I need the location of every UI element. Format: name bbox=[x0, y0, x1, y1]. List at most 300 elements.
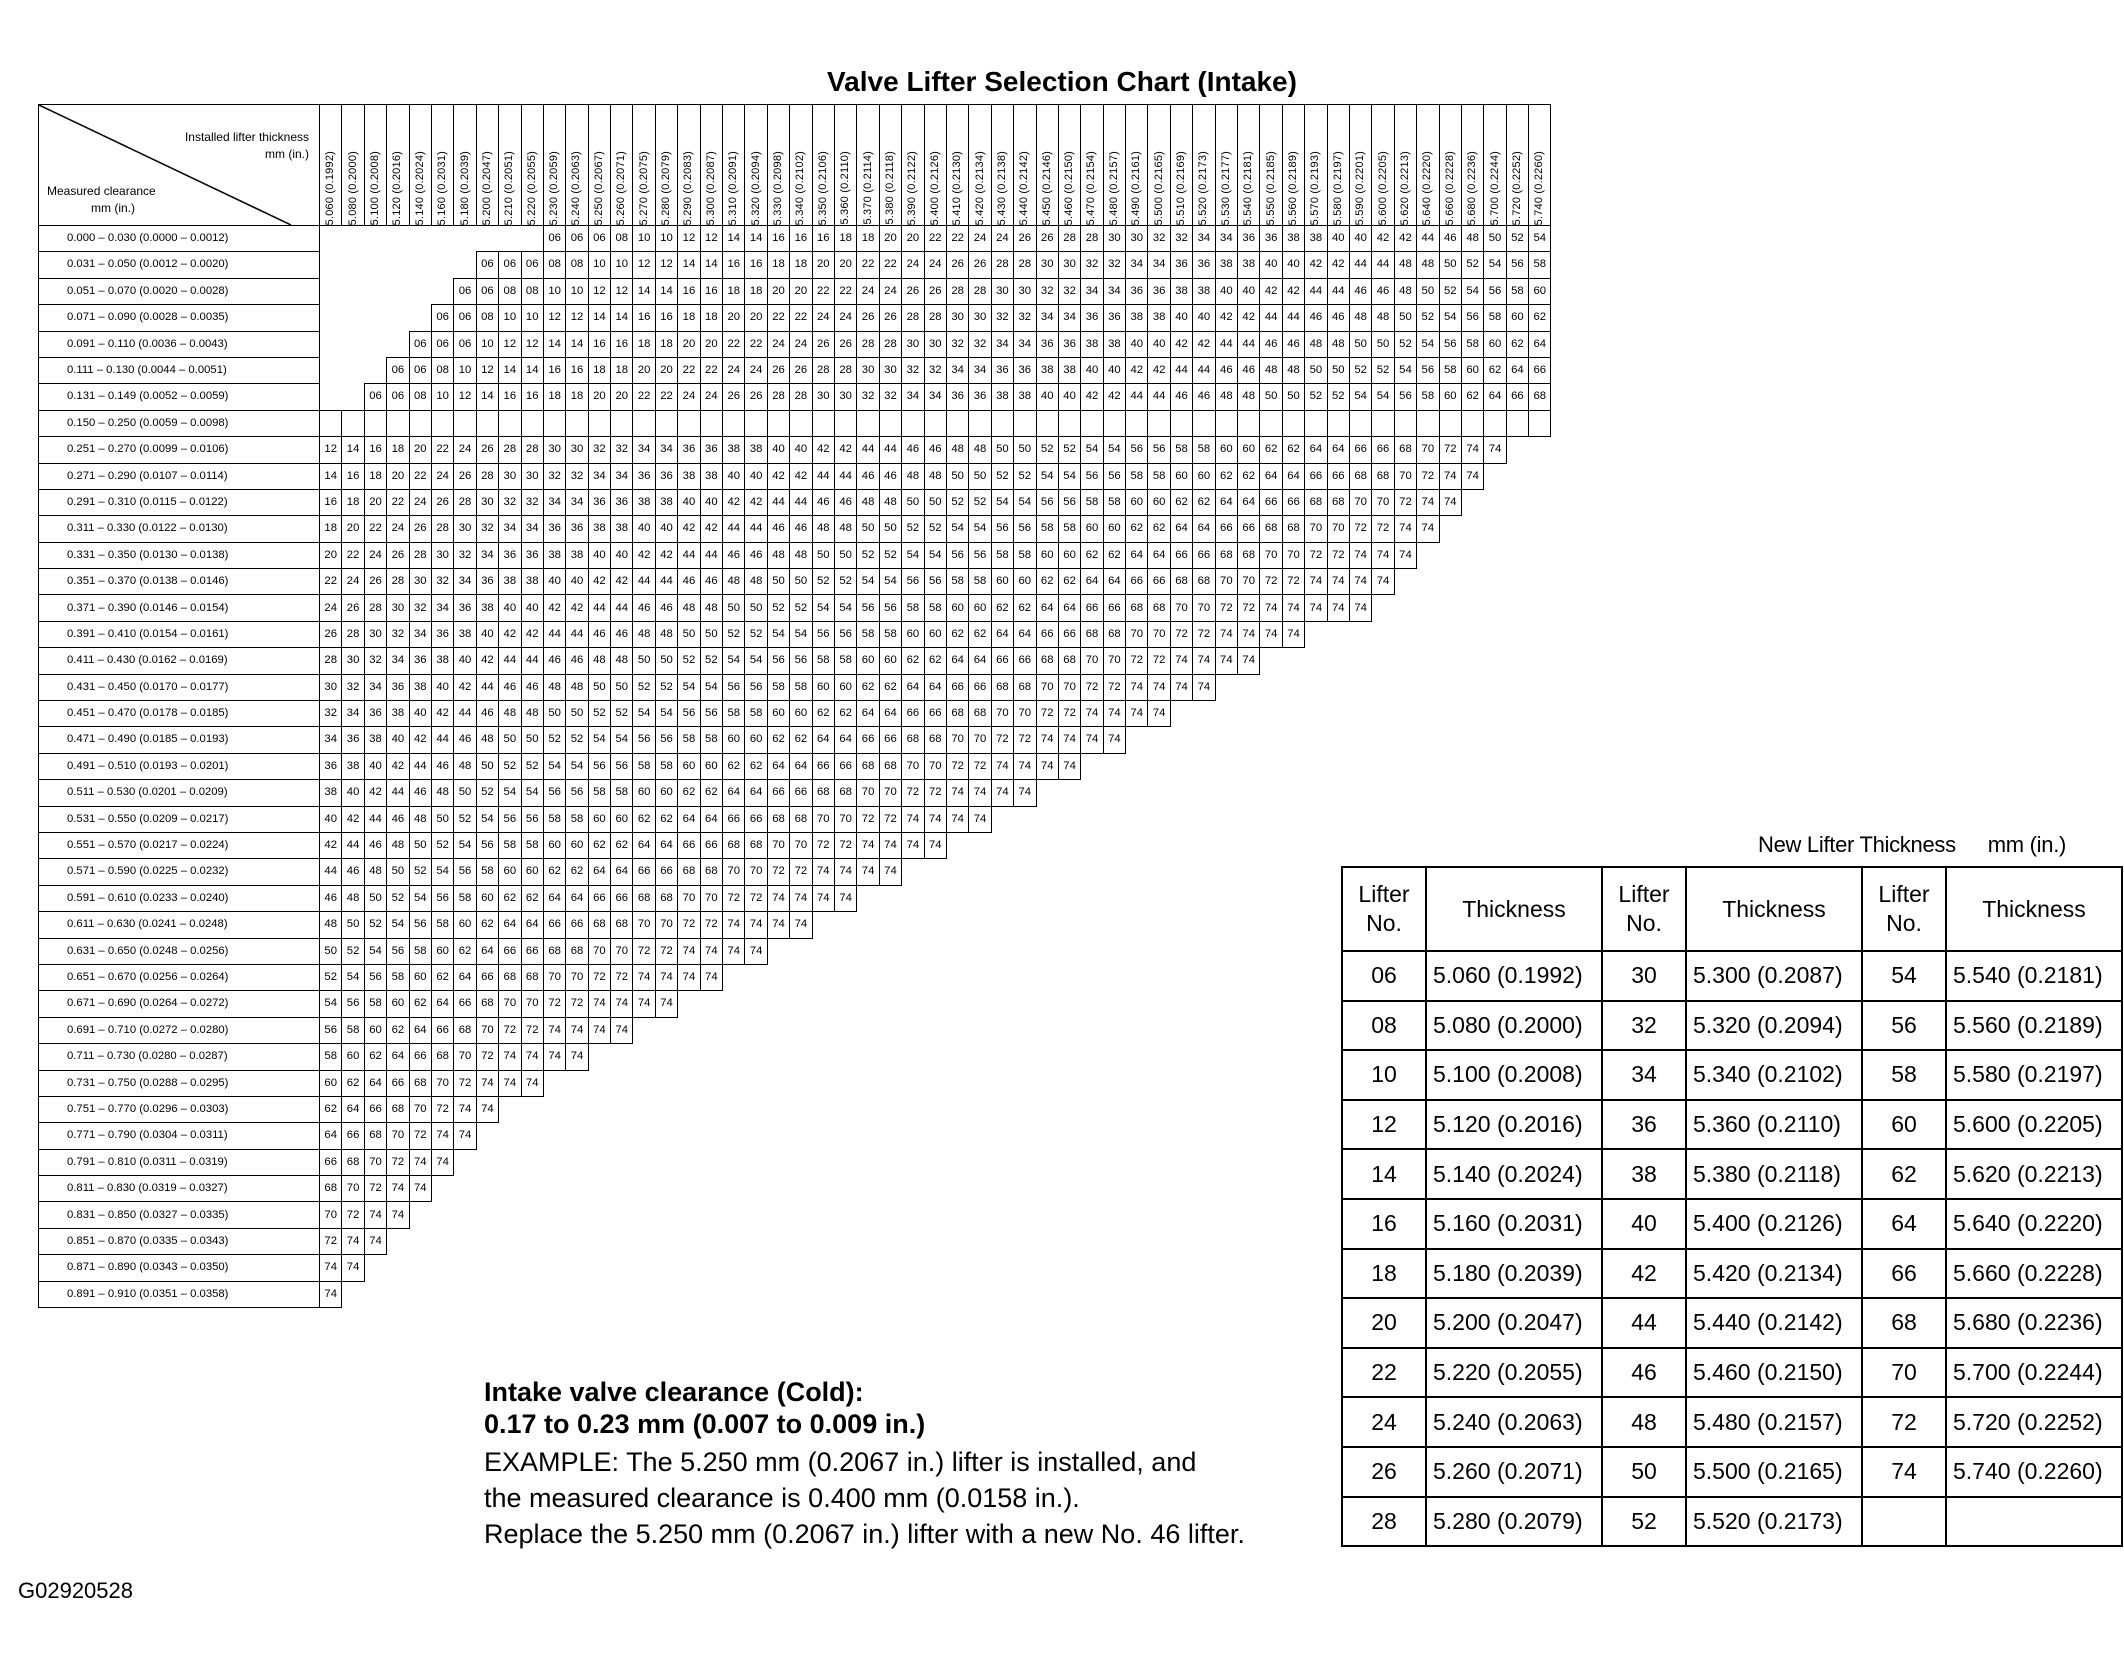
lifter-number-cell: 70 bbox=[1282, 542, 1304, 568]
lifter-number-cell: 62 bbox=[431, 964, 453, 990]
empty-cell bbox=[1126, 1281, 1148, 1307]
thickness-column-header: 5.580 (0.2197) bbox=[1327, 105, 1349, 226]
lifter-number-cell: 74 bbox=[1170, 674, 1192, 700]
lifter-number-cell: 22 bbox=[924, 226, 946, 252]
lifter-number-cell: 44 bbox=[543, 621, 565, 647]
lifter-number-cell: 44 bbox=[879, 437, 901, 463]
lifter-number-cell: 70 bbox=[723, 859, 745, 885]
lifter-number-cell: 74 bbox=[946, 806, 968, 832]
empty-cell bbox=[1349, 648, 1371, 674]
empty-cell bbox=[1215, 1044, 1237, 1070]
empty-cell bbox=[1126, 885, 1148, 911]
clearance-row bbox=[39, 885, 1551, 911]
new-lifter-row bbox=[1342, 1298, 2122, 1348]
lifter-number-cell: 66 bbox=[834, 753, 856, 779]
thickness-column-header: 5.400 (0.2126) bbox=[924, 105, 946, 226]
empty-cell bbox=[1529, 832, 1551, 858]
lifter-number-cell: 50 bbox=[969, 463, 991, 489]
thickness-column-header: 5.570 (0.2193) bbox=[1305, 105, 1327, 226]
lifter-number-cell: 68 bbox=[857, 753, 879, 779]
empty-cell bbox=[678, 1070, 700, 1096]
lifter-number-cell: 56 bbox=[1484, 278, 1506, 304]
lifter-number-cell: 66 bbox=[902, 701, 924, 727]
empty-cell bbox=[1305, 1149, 1327, 1175]
lifter-number-cell: 18 bbox=[320, 516, 342, 542]
clearance-range-label: 0.411 – 0.430 (0.0162 – 0.0169) bbox=[39, 648, 320, 674]
empty-cell bbox=[946, 1017, 968, 1043]
lifter-number-cell: 28 bbox=[879, 331, 901, 357]
lifter-number-cell: 62 bbox=[946, 621, 968, 647]
empty-cell bbox=[543, 1096, 565, 1122]
thickness-header: Thickness bbox=[1426, 867, 1602, 951]
empty-cell bbox=[1461, 621, 1483, 647]
lifter-no-cell: 42 bbox=[1602, 1249, 1686, 1299]
lifter-number-cell: 30 bbox=[834, 384, 856, 410]
lifter-number-cell: 42 bbox=[499, 621, 521, 647]
empty-cell bbox=[633, 1281, 655, 1307]
new-lifter-row bbox=[1342, 1447, 2122, 1497]
lifter-number-cell: 48 bbox=[834, 516, 856, 542]
lifter-number-cell: 50 bbox=[790, 569, 812, 595]
empty-cell bbox=[834, 1096, 856, 1122]
lifter-number-cell: 60 bbox=[1238, 437, 1260, 463]
lifter-number-cell: 14 bbox=[543, 331, 565, 357]
lifter-number-cell: 24 bbox=[409, 489, 431, 515]
lifter-number-cell: 54 bbox=[1439, 305, 1461, 331]
lifter-number-cell: 06 bbox=[543, 226, 565, 252]
lifter-number-cell: 72 bbox=[723, 885, 745, 911]
empty-cell bbox=[1260, 1202, 1282, 1228]
lifter-number-cell: 44 bbox=[812, 463, 834, 489]
lifter-number-cell: 70 bbox=[454, 1044, 476, 1070]
empty-cell bbox=[969, 1044, 991, 1070]
lifter-number-cell bbox=[1260, 410, 1282, 436]
empty-cell bbox=[1148, 1017, 1170, 1043]
empty-cell bbox=[723, 1096, 745, 1122]
lifter-number-cell: 16 bbox=[320, 489, 342, 515]
lifter-number-cell: 68 bbox=[812, 780, 834, 806]
lifter-number-cell: 22 bbox=[342, 542, 364, 568]
lifter-number-cell: 18 bbox=[857, 226, 879, 252]
empty-cell bbox=[342, 305, 364, 331]
empty-cell bbox=[1349, 701, 1371, 727]
empty-cell bbox=[409, 252, 431, 278]
empty-cell bbox=[1193, 938, 1215, 964]
lifter-number-cell: 74 bbox=[1193, 674, 1215, 700]
clearance-row bbox=[39, 1123, 1551, 1149]
empty-cell bbox=[1014, 964, 1036, 990]
lifter-number-cell: 28 bbox=[454, 489, 476, 515]
empty-cell bbox=[476, 1228, 498, 1254]
clearance-row bbox=[39, 542, 1551, 568]
lifter-number-cell: 72 bbox=[342, 1202, 364, 1228]
lifter-number-cell: 48 bbox=[902, 463, 924, 489]
empty-cell bbox=[1215, 753, 1237, 779]
empty-cell bbox=[320, 357, 342, 383]
empty-cell bbox=[879, 991, 901, 1017]
empty-cell bbox=[1349, 753, 1371, 779]
empty-cell bbox=[745, 1228, 767, 1254]
lifter-number-cell: 72 bbox=[1394, 489, 1416, 515]
empty-cell bbox=[1170, 912, 1192, 938]
thickness-column-header: 5.140 (0.2024) bbox=[409, 105, 431, 226]
empty-cell bbox=[566, 1176, 588, 1202]
thickness-column-header: 5.640 (0.2220) bbox=[1417, 105, 1439, 226]
empty-cell bbox=[1260, 859, 1282, 885]
empty-cell bbox=[969, 1070, 991, 1096]
lifter-number-cell: 52 bbox=[409, 859, 431, 885]
empty-cell bbox=[1148, 964, 1170, 990]
clearance-range-label: 0.291 – 0.310 (0.0115 – 0.0122) bbox=[39, 489, 320, 515]
lifter-number-cell: 22 bbox=[364, 516, 386, 542]
lifter-number-cell: 56 bbox=[611, 753, 633, 779]
empty-cell bbox=[633, 1017, 655, 1043]
empty-cell bbox=[1439, 701, 1461, 727]
lifter-number-cell: 46 bbox=[499, 674, 521, 700]
lifter-number-cell: 58 bbox=[588, 780, 610, 806]
empty-cell bbox=[902, 991, 924, 1017]
lifter-number-cell: 56 bbox=[320, 1017, 342, 1043]
lifter-number-cell: 48 bbox=[387, 832, 409, 858]
lifter-number-cell: 60 bbox=[1103, 516, 1125, 542]
empty-cell bbox=[1305, 1096, 1327, 1122]
lifter-number-cell: 72 bbox=[991, 727, 1013, 753]
empty-cell bbox=[924, 1176, 946, 1202]
lifter-number-cell: 30 bbox=[409, 569, 431, 595]
lifter-number-cell: 70 bbox=[1081, 648, 1103, 674]
clearance-range-label: 0.511 – 0.530 (0.0201 – 0.0209) bbox=[39, 780, 320, 806]
empty-cell bbox=[767, 1228, 789, 1254]
thickness-column-header: 5.250 (0.2067) bbox=[588, 105, 610, 226]
empty-cell bbox=[946, 1281, 968, 1307]
empty-cell bbox=[946, 991, 968, 1017]
empty-cell bbox=[1260, 964, 1282, 990]
empty-cell bbox=[1260, 832, 1282, 858]
lifter-no-cell: 54 bbox=[1862, 951, 1946, 1001]
lifter-number-cell: 62 bbox=[745, 753, 767, 779]
empty-cell bbox=[1349, 780, 1371, 806]
lifter-number-cell: 64 bbox=[611, 859, 633, 885]
lifter-number-cell: 74 bbox=[566, 1044, 588, 1070]
lifter-number-cell: 60 bbox=[1058, 542, 1080, 568]
lifter-number-cell: 68 bbox=[387, 1096, 409, 1122]
lifter-no-cell: 50 bbox=[1602, 1447, 1686, 1497]
lifter-number-cell: 28 bbox=[857, 331, 879, 357]
example-text: EXAMPLE: The 5.250 mm (0.2067 in.) lifter is installed, and the measured clearance is 0.400 mm (0.0158 in.). Replace the 5.250 mm (0.2067 in.) lifter with a new No. 46 lifter. bbox=[484, 1447, 1245, 1549]
empty-cell bbox=[1126, 938, 1148, 964]
empty-cell bbox=[1394, 780, 1416, 806]
lifter-number-cell: 42 bbox=[834, 437, 856, 463]
lifter-number-cell: 66 bbox=[521, 938, 543, 964]
thickness-column-header: 5.550 (0.2185) bbox=[1260, 105, 1282, 226]
lifter-number-cell: 52 bbox=[342, 938, 364, 964]
lifter-number-cell: 54 bbox=[454, 832, 476, 858]
lifter-number-cell: 24 bbox=[387, 516, 409, 542]
empty-cell bbox=[387, 252, 409, 278]
empty-cell bbox=[499, 1255, 521, 1281]
empty-cell bbox=[678, 1202, 700, 1228]
lifter-number-cell: 72 bbox=[1305, 542, 1327, 568]
lifter-number-cell: 44 bbox=[655, 569, 677, 595]
thickness-column-header: 5.280 (0.2079) bbox=[655, 105, 677, 226]
lifter-number-cell: 32 bbox=[454, 542, 476, 568]
empty-cell bbox=[1305, 1202, 1327, 1228]
lifter-number-cell bbox=[924, 410, 946, 436]
empty-cell bbox=[946, 1070, 968, 1096]
clearance-range-label: 0.691 – 0.710 (0.0272 – 0.0280) bbox=[39, 1017, 320, 1043]
lifter-number-cell: 36 bbox=[611, 489, 633, 515]
empty-cell bbox=[745, 1070, 767, 1096]
empty-cell bbox=[1014, 1149, 1036, 1175]
empty-cell bbox=[678, 1044, 700, 1070]
thickness-column-header: 5.100 (0.2008) bbox=[364, 105, 386, 226]
lifter-number-cell: 60 bbox=[1081, 516, 1103, 542]
lifter-number-cell: 24 bbox=[834, 305, 856, 331]
empty-cell bbox=[812, 1044, 834, 1070]
lifter-number-cell: 20 bbox=[633, 357, 655, 383]
lifter-number-cell: 70 bbox=[946, 727, 968, 753]
lifter-number-cell: 44 bbox=[723, 516, 745, 542]
lifter-number-cell: 10 bbox=[566, 278, 588, 304]
lifter-number-cell: 24 bbox=[431, 463, 453, 489]
lifter-number-cell: 34 bbox=[566, 489, 588, 515]
lifter-number-cell: 28 bbox=[767, 384, 789, 410]
empty-cell bbox=[1014, 991, 1036, 1017]
lifter-number-cell: 20 bbox=[409, 437, 431, 463]
empty-cell bbox=[1058, 1096, 1080, 1122]
lifter-number-cell: 66 bbox=[476, 964, 498, 990]
lifter-number-cell: 64 bbox=[521, 912, 543, 938]
empty-cell bbox=[1126, 964, 1148, 990]
empty-cell bbox=[1036, 1202, 1058, 1228]
lifter-number-cell bbox=[723, 410, 745, 436]
empty-cell bbox=[1036, 1255, 1058, 1281]
lifter-number-cell: 24 bbox=[790, 331, 812, 357]
lifter-number-cell: 26 bbox=[320, 621, 342, 647]
lifter-number-cell: 52 bbox=[700, 648, 722, 674]
lifter-number-cell: 74 bbox=[723, 938, 745, 964]
lifter-number-cell: 60 bbox=[1529, 278, 1551, 304]
thickness-cell: 5.480 (0.2157) bbox=[1686, 1397, 1862, 1447]
empty-cell bbox=[1126, 727, 1148, 753]
empty-cell bbox=[1529, 463, 1551, 489]
empty-cell bbox=[969, 1255, 991, 1281]
empty-cell bbox=[1081, 964, 1103, 990]
lifter-number-cell: 54 bbox=[364, 938, 386, 964]
lifter-number-cell: 56 bbox=[723, 674, 745, 700]
lifter-number-cell: 32 bbox=[946, 331, 968, 357]
lifter-number-cell: 48 bbox=[745, 569, 767, 595]
lifter-number-cell: 58 bbox=[655, 753, 677, 779]
lifter-number-cell: 74 bbox=[499, 1044, 521, 1070]
empty-cell bbox=[991, 964, 1013, 990]
clearance-range-label: 0.531 – 0.550 (0.0209 – 0.0217) bbox=[39, 806, 320, 832]
empty-cell bbox=[700, 1096, 722, 1122]
lifter-number-cell: 18 bbox=[633, 331, 655, 357]
lifter-number-cell: 60 bbox=[364, 1017, 386, 1043]
empty-cell bbox=[1260, 991, 1282, 1017]
lifter-number-cell: 58 bbox=[678, 727, 700, 753]
lifter-number-cell: 68 bbox=[611, 912, 633, 938]
lifter-number-cell bbox=[745, 410, 767, 436]
empty-cell bbox=[476, 1202, 498, 1228]
empty-cell bbox=[1461, 806, 1483, 832]
empty-cell bbox=[1417, 595, 1439, 621]
lifter-number-cell: 52 bbox=[1506, 226, 1528, 252]
empty-cell bbox=[1103, 1044, 1125, 1070]
lifter-number-cell: 34 bbox=[1193, 226, 1215, 252]
lifter-number-cell: 74 bbox=[1215, 648, 1237, 674]
thickness-cell: 5.120 (0.2016) bbox=[1426, 1100, 1602, 1150]
lifter-number-cell: 24 bbox=[812, 305, 834, 331]
empty-cell bbox=[678, 1228, 700, 1254]
empty-cell bbox=[790, 1149, 812, 1175]
empty-cell bbox=[1439, 569, 1461, 595]
lifter-number-cell: 58 bbox=[431, 912, 453, 938]
lifter-number-cell: 66 bbox=[1349, 437, 1371, 463]
clearance-row bbox=[39, 806, 1551, 832]
lifter-no-cell: 52 bbox=[1602, 1497, 1686, 1547]
lifter-no-header: Lifter No. bbox=[1602, 867, 1686, 951]
lifter-number-cell bbox=[1081, 410, 1103, 436]
lifter-number-cell: 74 bbox=[588, 991, 610, 1017]
lifter-number-cell: 58 bbox=[1014, 542, 1036, 568]
empty-cell bbox=[1260, 1255, 1282, 1281]
empty-cell bbox=[767, 1255, 789, 1281]
lifter-number-cell: 50 bbox=[1484, 226, 1506, 252]
lifter-number-cell: 12 bbox=[499, 331, 521, 357]
lifter-number-cell: 60 bbox=[476, 885, 498, 911]
lifter-number-cell: 68 bbox=[902, 727, 924, 753]
empty-cell bbox=[387, 1228, 409, 1254]
lifter-number-cell: 64 bbox=[767, 753, 789, 779]
empty-cell bbox=[1058, 806, 1080, 832]
lifter-number-cell: 30 bbox=[543, 437, 565, 463]
lifter-number-cell: 74 bbox=[790, 885, 812, 911]
lifter-number-cell: 72 bbox=[521, 1017, 543, 1043]
empty-cell bbox=[991, 1176, 1013, 1202]
empty-cell bbox=[655, 1044, 677, 1070]
lifter-number-cell: 48 bbox=[633, 621, 655, 647]
lifter-number-cell: 38 bbox=[1126, 305, 1148, 331]
empty-cell bbox=[1260, 912, 1282, 938]
lifter-number-cell: 70 bbox=[1349, 489, 1371, 515]
lifter-number-cell: 50 bbox=[812, 542, 834, 568]
empty-cell bbox=[499, 1281, 521, 1307]
empty-cell bbox=[1215, 780, 1237, 806]
lifter-number-cell: 46 bbox=[767, 516, 789, 542]
empty-cell bbox=[1170, 727, 1192, 753]
empty-cell bbox=[991, 1228, 1013, 1254]
thickness-column-header: 5.200 (0.2047) bbox=[476, 105, 498, 226]
empty-cell bbox=[723, 1228, 745, 1254]
empty-cell bbox=[1529, 569, 1551, 595]
empty-cell bbox=[1327, 621, 1349, 647]
empty-cell bbox=[1148, 1202, 1170, 1228]
lifter-number-cell bbox=[1238, 410, 1260, 436]
empty-cell bbox=[700, 1017, 722, 1043]
empty-cell bbox=[1506, 621, 1528, 647]
lifter-number-cell: 50 bbox=[700, 621, 722, 647]
lifter-number-cell: 48 bbox=[611, 648, 633, 674]
lifter-number-cell: 18 bbox=[387, 437, 409, 463]
lifter-number-cell bbox=[1439, 410, 1461, 436]
lifter-number-cell: 34 bbox=[1081, 278, 1103, 304]
lifter-number-cell: 62 bbox=[454, 938, 476, 964]
empty-cell bbox=[633, 1228, 655, 1254]
lifter-number-cell: 18 bbox=[588, 357, 610, 383]
clearance-row bbox=[39, 463, 1551, 489]
lifter-number-cell: 36 bbox=[588, 489, 610, 515]
empty-cell bbox=[1081, 753, 1103, 779]
empty-cell bbox=[946, 1255, 968, 1281]
lifter-number-cell bbox=[499, 410, 521, 436]
lifter-number-cell: 22 bbox=[857, 252, 879, 278]
lifter-number-cell: 46 bbox=[700, 569, 722, 595]
empty-cell bbox=[342, 226, 364, 252]
lifter-number-cell: 60 bbox=[812, 674, 834, 700]
lifter-number-cell: 56 bbox=[790, 648, 812, 674]
lifter-number-cell: 22 bbox=[745, 331, 767, 357]
empty-cell bbox=[1461, 648, 1483, 674]
empty-cell bbox=[745, 1123, 767, 1149]
empty-cell bbox=[969, 1281, 991, 1307]
lifter-number-cell: 24 bbox=[767, 331, 789, 357]
empty-cell bbox=[1282, 885, 1304, 911]
empty-cell bbox=[1238, 964, 1260, 990]
lifter-number-cell: 54 bbox=[1014, 489, 1036, 515]
empty-cell bbox=[342, 331, 364, 357]
lifter-number-cell: 74 bbox=[1282, 621, 1304, 647]
lifter-number-cell: 50 bbox=[409, 832, 431, 858]
lifter-number-cell: 38 bbox=[1170, 278, 1192, 304]
empty-cell bbox=[1282, 1096, 1304, 1122]
lifter-number-cell: 48 bbox=[655, 621, 677, 647]
empty-cell bbox=[1282, 1255, 1304, 1281]
lifter-number-cell: 40 bbox=[387, 727, 409, 753]
empty-cell bbox=[1282, 991, 1304, 1017]
lifter-number-cell: 22 bbox=[879, 252, 901, 278]
lifter-number-cell: 40 bbox=[1170, 305, 1192, 331]
empty-cell bbox=[1506, 780, 1528, 806]
empty-cell bbox=[946, 885, 968, 911]
lifter-number-cell: 38 bbox=[543, 542, 565, 568]
empty-cell bbox=[1215, 1176, 1237, 1202]
clearance-row bbox=[39, 569, 1551, 595]
lifter-number-cell: 30 bbox=[969, 305, 991, 331]
lifter-number-cell: 60 bbox=[902, 621, 924, 647]
lifter-number-cell: 62 bbox=[566, 859, 588, 885]
lifter-number-cell: 26 bbox=[857, 305, 879, 331]
lifter-number-cell: 50 bbox=[946, 463, 968, 489]
lifter-number-cell: 50 bbox=[521, 727, 543, 753]
lifter-number-cell: 26 bbox=[723, 384, 745, 410]
lifter-number-cell: 62 bbox=[611, 832, 633, 858]
lifter-number-cell: 62 bbox=[879, 674, 901, 700]
empty-cell bbox=[834, 1228, 856, 1254]
lifter-number-cell: 70 bbox=[387, 1123, 409, 1149]
empty-cell bbox=[611, 1176, 633, 1202]
empty-cell bbox=[1238, 1017, 1260, 1043]
clearance-range-label: 0.871 – 0.890 (0.0343 – 0.0350) bbox=[39, 1255, 320, 1281]
lifter-number-cell: 34 bbox=[476, 542, 498, 568]
lifter-number-cell: 36 bbox=[342, 727, 364, 753]
empty-cell bbox=[1215, 1017, 1237, 1043]
lifter-number-cell: 52 bbox=[812, 569, 834, 595]
lifter-number-cell: 16 bbox=[543, 357, 565, 383]
lifter-number-cell: 48 bbox=[1394, 278, 1416, 304]
empty-cell bbox=[1372, 727, 1394, 753]
